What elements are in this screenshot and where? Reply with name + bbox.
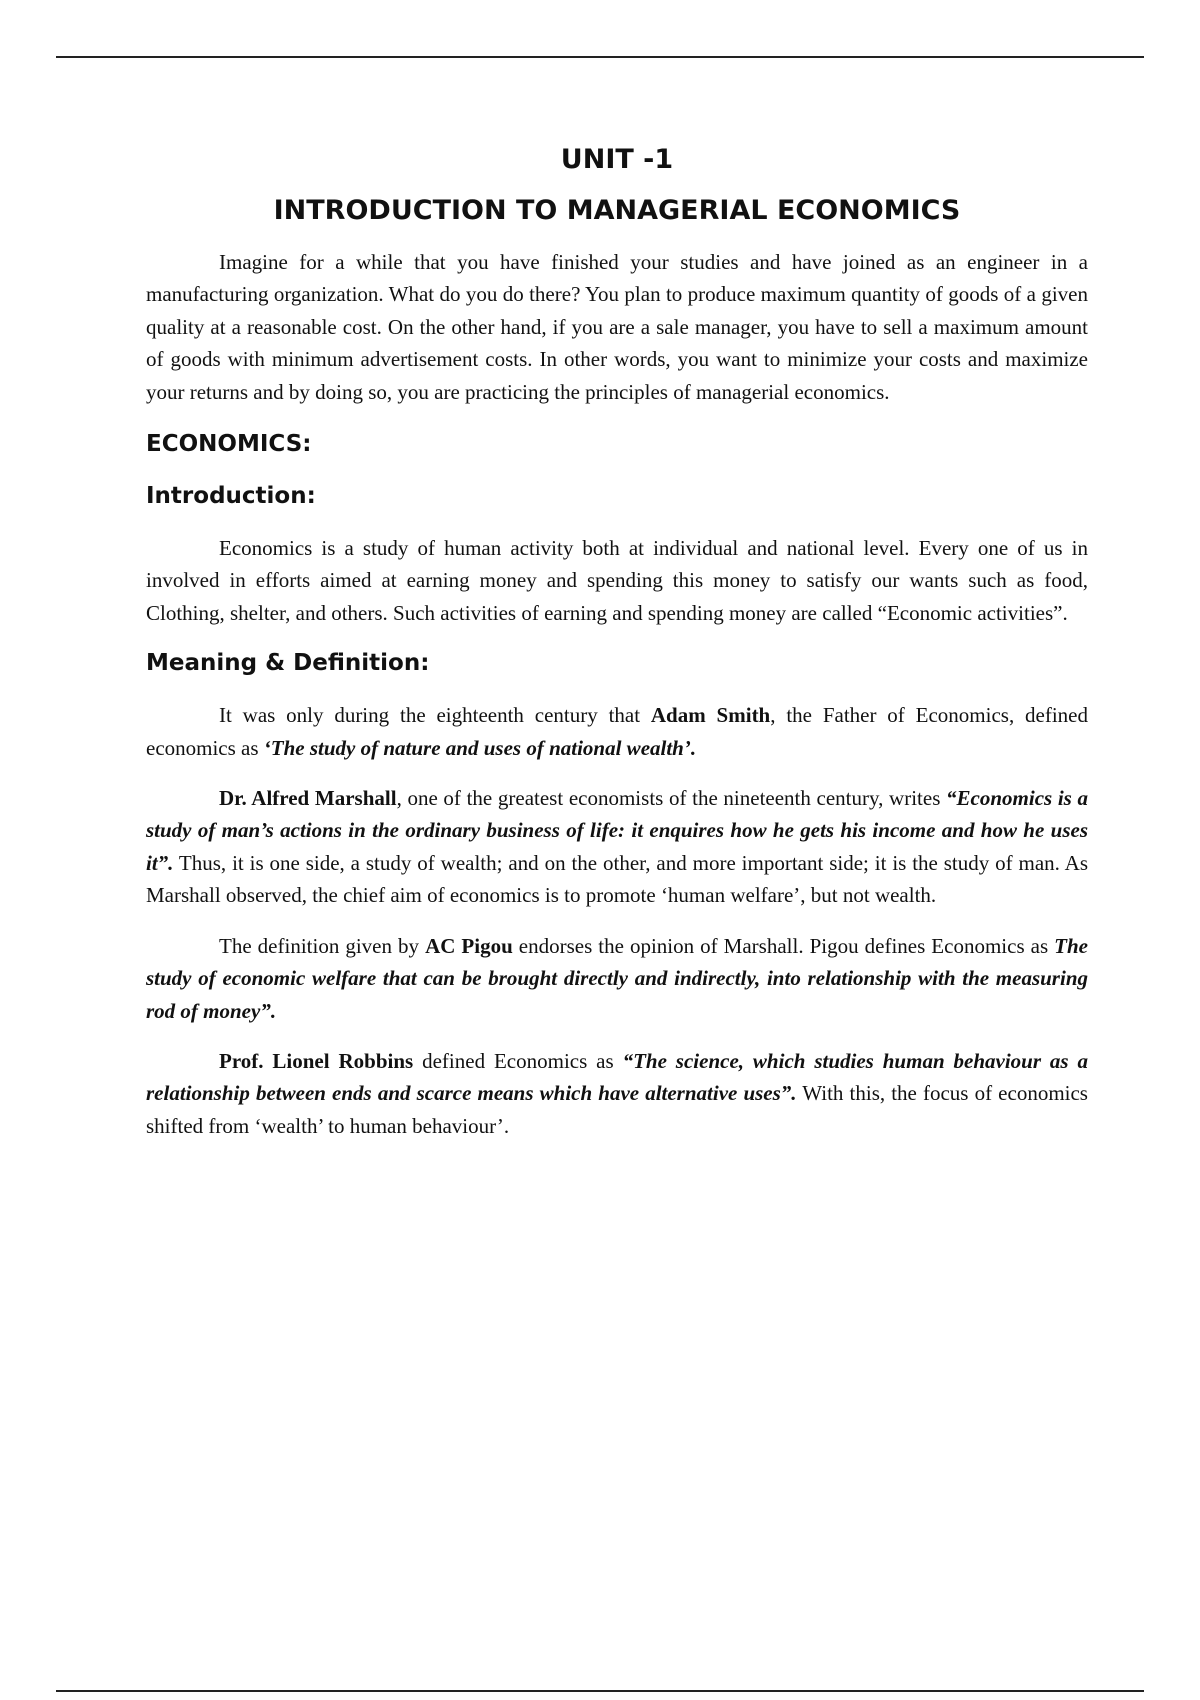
economics-heading: ECONOMICS: [146,431,312,458]
adam-smith-paragraph [146,699,1088,764]
intro-paragraph: Imagine for a while that you have finished your studies and have joined as an engineer in a manufacturing organization. What do you do there? You plan to produce maximum quantity of goods of a given quality at a reasonable cost. On the other hand, if you are a sale manager, you have to sell a maximum amount of goods with minimum advertisement costs. In other words, you want to minimize your costs and maximize your returns and by doing so, you are practicing the principles of managerial economics. [146,250,1088,404]
marshall-text-1: , one of the greatest economists of the nineteenth century, writes [396,786,947,811]
robbins-name: Prof. Lionel Robbins [219,1048,414,1073]
smith-text-1: It was only during the eighteenth century that [219,703,651,728]
marshall-definition-quote: “Economics is a study of man’s actions in the ordinary business of life: it enquires how he gets his income and how he uses it”. [146,786,1089,875]
pigou-text-2: endorses the opinion of Marshall. Pigou defines Economics as [512,933,1055,958]
robbins-definition-quote: “The science, which studies human behaviour as a relationship between ends and scarce means which have alternative uses”. [146,1048,1088,1106]
adam-smith-name: Adam Smith [650,703,771,728]
main-title: INTRODUCTION TO MANAGERIAL ECONOMICS [273,195,961,226]
pigou-name: AC Pigou [425,933,513,958]
pigou-text-1: The definition given by [219,933,426,958]
robbins-text-2: With this, the focus of economics shifted from ‘wealth’ to human behaviour’. [146,1081,1088,1138]
marshall-paragraph [146,782,1088,912]
smith-text-2: , the Father of Economics, defined economics as [146,703,1088,760]
marshall-text-2: Thus, it is one side, a study of wealth; and on the other, and more important side; it is the study of man. As Marshall observed, the chief aim of economics is to promote ‘human welfare’, but not wealth. [146,850,1088,908]
pigou-definition-quote: The study of economic welfare that can be brought directly and indirectly, into relationship with the measuring rod of money”. [146,933,1088,1023]
smith-definition-quote: ‘The study of nature and uses of national wealth’. [263,735,697,760]
unit-title: UNIT -1 [560,144,674,175]
top-rule [56,56,1144,58]
introduction-paragraph: Economics is a study of human activity both at individual and national level. Every one of us in involved in efforts aimed at earning money and spending this money to satisfy our wants such as food, Clothing, shelter, and others. Such activities of earning and spending money are called “Economic activities”. [146,536,1088,625]
page-content [146,140,1088,1160]
marshall-name: Dr. Alfred Marshall [219,786,397,811]
bottom-rule [56,1690,1144,1692]
robbins-text-1: defined Economics as [413,1048,623,1073]
meaning-definition-heading: Meaning & Definition: [146,650,430,677]
robbins-paragraph [146,1045,1088,1142]
introduction-heading: Introduction: [146,483,316,510]
pigou-paragraph [146,930,1088,1027]
